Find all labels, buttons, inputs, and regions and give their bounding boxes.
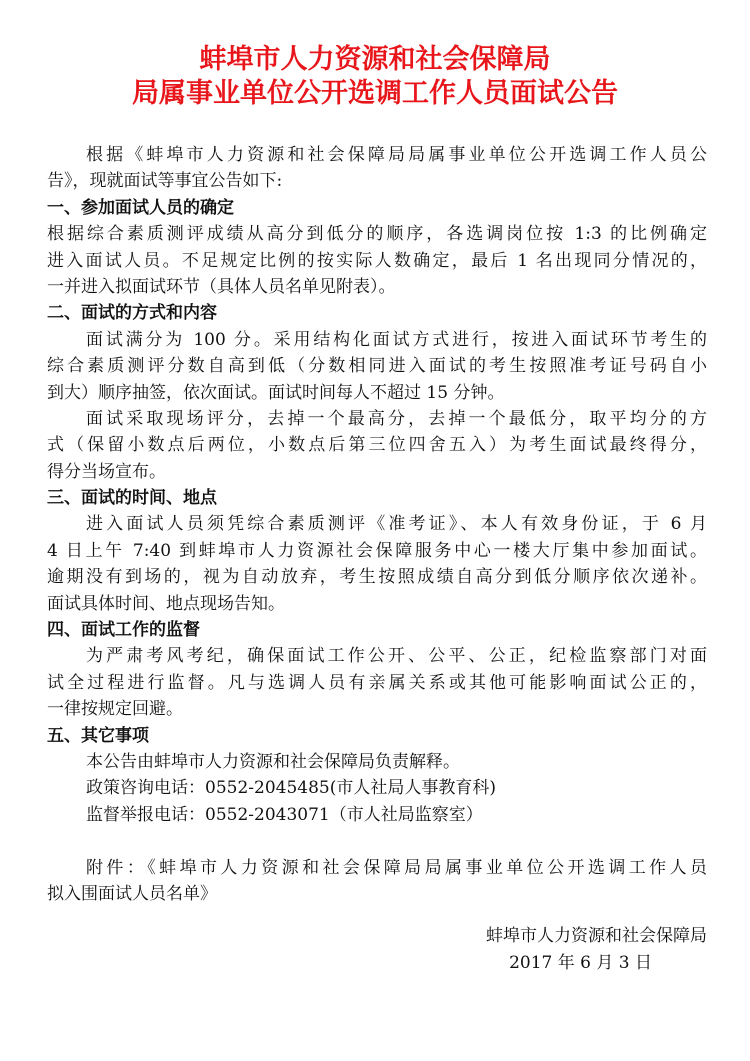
blank-line [47, 828, 707, 854]
attachment-line-1: 附件：《蚌埠市人力资源和社会保障局局属事业单位公开选调工作人员 [86, 857, 707, 878]
section-1-heading: 一、参加面试人员的确定 [47, 197, 234, 218]
signature-date: 2017 年 6 月 3 日 [509, 953, 652, 973]
section-4-heading: 四、面试工作的监督 [47, 620, 200, 641]
title-line-2: 局属事业单位公开选调工作人员面试公告 [132, 78, 618, 109]
section-3-line-4: 面试具体时间、地点现场告知。 [47, 593, 285, 614]
intro-line-1: 根据《蚌埠市人力资源和社会保障局局属事业单位公开选调工作人员公 [86, 145, 707, 165]
intro-line-2: 告》，现就面试等事宜公告如下: [47, 171, 283, 192]
section-5-line-2: 政策咨询电话：0552-2045485(市人社局人事教育科) [86, 778, 496, 799]
signature-org: 蚌埠市人力资源和社会保障局 [486, 926, 707, 946]
section-2-line-6: 得分当场宣布。 [47, 461, 166, 482]
section-5-heading: 五、其它事项 [47, 725, 149, 746]
section-3-line-2: 4 日上午 7:40 到蚌埠市人力资源社会保障服务中心一楼大厅集中参加面试。 [47, 540, 707, 561]
section-3-line-1: 进入面试人员须凭综合素质测评《准考证》、本人有效身份证，于 6 月 [86, 514, 707, 535]
title-line-1: 蚌埠市人力资源和社会保障局 [199, 44, 551, 75]
section-2-line-2: 综合素质测评分数自高到低（分数相同进入面试的考生按照准考证号码自小 [47, 356, 707, 377]
document-body [47, 142, 707, 907]
section-5-line-3: 监督举报电话：0552-2043071（市人社局监察室） [86, 804, 483, 825]
section-1-line-3: 一并进入拟面试环节（具体人员名单见附表）。 [47, 276, 396, 297]
section-1-line-1: 根据综合素质测评成绩从高分到低分的顺序，各选调岗位按 1:3 的比例确定 [47, 224, 707, 245]
section-3-heading: 三、面试的时间、地点 [47, 488, 217, 509]
section-5-line-1: 本公告由蚌埠市人力资源和社会保障局负责解释。 [86, 751, 460, 772]
section-2-heading: 二、面试的方式和内容 [47, 303, 217, 324]
section-2-line-4: 面试采取现场评分，去掉一个最高分，去掉一个最低分，取平均分的方 [86, 408, 707, 429]
section-3-line-3: 逾期没有到场的，视为自动放弃，考生按照成绩自高分到低分顺序依次递补。 [47, 567, 707, 588]
section-4-line-3: 一律按规定回避。 [47, 699, 183, 720]
section-1-line-2: 进入面试人员。不足规定比例的按实际人数确定，最后 1 名出现同分情况的， [47, 250, 707, 271]
section-4-line-2: 试全过程进行监督。凡与选调人员有亲属关系或其他可能影响面试公正的， [47, 672, 707, 693]
section-4-line-1: 为严肃考风考纪，确保面试工作公开、公平、公正，纪检监察部门对面 [86, 646, 707, 667]
section-2-line-3: 到大）顺序抽签，依次面试。面试时间每人不超过 15 分钟。 [47, 382, 505, 403]
section-2-line-5: 式（保留小数点后两位，小数点后第三位四舍五入）为考生面试最终得分， [47, 435, 707, 456]
attachment-line-2: 拟入围面试人员名单》 [47, 883, 217, 904]
section-2-line-1: 面试满分为 100 分。采用结构化面试方式进行，按进入面试环节考生的 [86, 329, 707, 350]
